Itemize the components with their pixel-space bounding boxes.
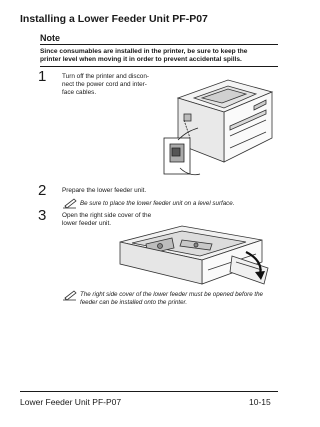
step-text [62,187,146,195]
hint-line: Be sure to place the lower feeder unit on a level surface. [80,200,235,207]
note-label: Note [40,33,60,43]
printer-cables-illustration [150,70,280,182]
hint-line: The right side cover of the lower feeder must be opened before the [80,291,263,298]
step-line: face cables. [62,89,97,96]
lower-feeder-illustration [112,222,278,294]
step-line: lower feeder unit. [62,220,112,227]
note-body [40,48,280,65]
page-title: Installing a Lower Feeder Unit PF-P07 [20,13,208,25]
step-line: nect the power cord and inter- [62,81,147,88]
note-pencil-icon [62,289,78,301]
step-line: Turn off the printer and discon- [62,73,150,80]
page-number: 10-15 [249,397,271,407]
hint-text [80,291,263,307]
footer-section-title: Lower Feeder Unit PF-P07 [20,397,122,407]
note-pencil-icon [62,197,78,209]
step-number: 2 [38,182,47,199]
hint-text [80,200,234,208]
step-number: 3 [38,207,47,224]
note-line: printer level when moving it in order to prevent accidental spills. [40,56,242,64]
step-text [62,73,149,97]
footer-rule [20,391,278,392]
note-line: Since consumables are installed in the printer, be sure to keep the [40,48,248,55]
step-line: Prepare the lower feeder unit. [62,187,147,194]
note-top-rule [40,44,278,45]
hint-line: feeder can be installed onto the printer. [80,299,188,306]
step-line: Open the right side cover of the [62,212,152,219]
step-number: 1 [38,68,47,85]
note-bottom-rule [40,66,278,67]
